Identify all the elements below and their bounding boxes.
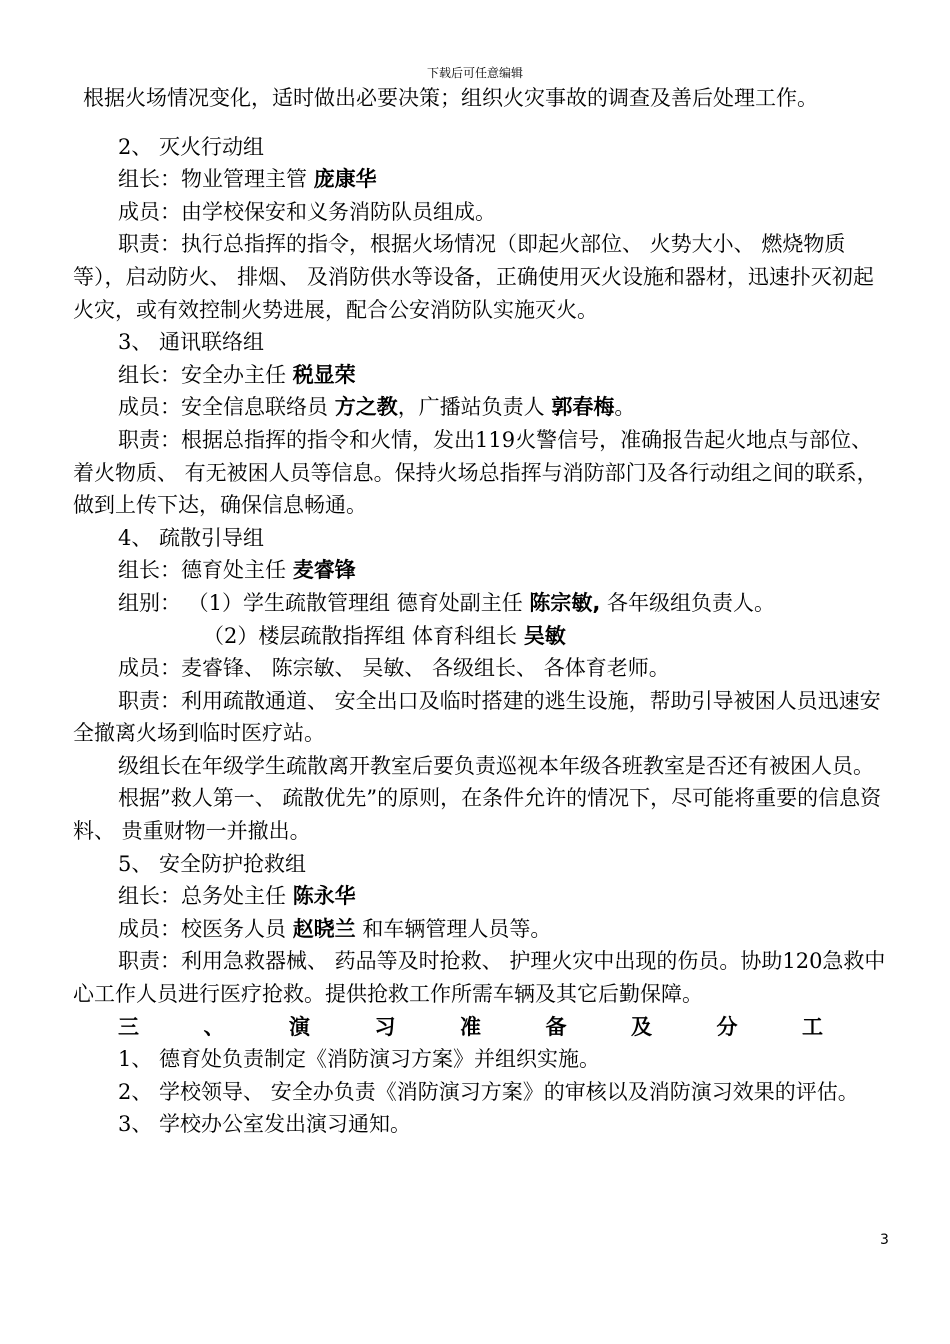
- spacer: [73, 115, 893, 131]
- leader-name: 陈永华: [292, 884, 356, 909]
- heading-char: 、: [203, 1014, 225, 1039]
- member-name: 方之教: [334, 395, 398, 420]
- member-label: 和车辆管理人员等。: [355, 916, 552, 941]
- section-3-duty: 职责：根据总指挥的指令和火情，发出119火警信号，准确报告起火地点与部位、 着火物质、 有无被困人员等信息。保持火场总指挥与消防部门及各行动组之间的联系，做到上传下达，确保信息畅通。: [73, 427, 878, 518]
- member-label: 成员：安全信息联络员: [118, 395, 335, 420]
- member-name: 赵晓兰: [292, 916, 356, 941]
- section-4-title: 4、 疏散引导组: [118, 525, 265, 550]
- section-4-members: 成员：麦睿锋、 陈宗敏、 吴敏、 各级组长、 各体育老师。: [118, 656, 670, 681]
- section-4-note-1: 级组长在年级学生疏散离开教室后要负责巡视本年级各班教室是否还有被困人员。: [118, 753, 874, 778]
- section-4-note-2: 根据”救人第一、 疏散优先”的原则，在条件允许的情况下，尽可能将重要的信息资料、 贵重财物一并撤出。: [73, 786, 882, 844]
- section-4-duty: 职责：利用疏散通道、 安全出口及临时搭建的逃生设施，帮助引导被困人员迅速安全撤离火场到临时医疗站。: [73, 688, 881, 746]
- leader-label: 组长：总务处主任: [118, 884, 293, 909]
- section-3-leader: [73, 359, 893, 392]
- leader-name: 庞康华: [313, 167, 377, 192]
- heading-char: 及: [631, 1014, 652, 1039]
- leader-name: 麦睿锋: [292, 558, 356, 583]
- section-2-members: 成员：由学校保安和义务消防队员组成。: [118, 199, 496, 224]
- section-4-leader: [73, 554, 893, 587]
- heading-char: 准: [460, 1014, 481, 1039]
- heading-char: 分: [716, 1014, 738, 1039]
- section-5-members: [73, 913, 893, 946]
- section-2-duty: 职责：执行总指挥的指令，根据火场情况（即起火部位、 火势大小、 燃烧物质等），启动防火、 排烟、 及消防供水等设备，正确使用灭火设施和器材，迅速扑灭初起火灾，或有效控制火势进展，配合公安消防队实施灭火。: [73, 232, 874, 322]
- prep-item-3: 3、 学校办公室发出演习通知。: [118, 1112, 412, 1137]
- document-body: [73, 82, 893, 1141]
- section-2-leader: [73, 163, 893, 196]
- leader-label: 组长：物业管理主管: [118, 167, 314, 192]
- heading-char: 三: [118, 1014, 139, 1039]
- group-label: （2）楼层疏散指挥组 体育科组长: [203, 623, 524, 648]
- page-header: 下载后可任意编辑: [426, 66, 523, 80]
- heading-char: 习: [374, 1014, 396, 1039]
- leader-label: 组长：安全办主任: [118, 362, 293, 387]
- member-label: 成员：校医务人员: [118, 916, 293, 941]
- section-2-title: 2、 灭火行动组: [118, 134, 265, 159]
- prep-item-2: 2、 学校领导、 安全办负责《消防演习方案》的审核以及消防演习效果的评估。: [118, 1079, 859, 1104]
- section-5-title: 5、 安全防护抢救组: [118, 851, 307, 876]
- member-label: ，广播站负责人: [397, 395, 552, 420]
- punctuation: 。: [614, 395, 636, 420]
- section-3-title: 3、 通讯联络组: [118, 330, 265, 355]
- section-5-duty: 职责：利用急救器械、 药品等及时抢救、 护理火灾中出现的伤员。协助120急救中心工作人员进行医疗抢救。提供抢救工作所需车辆及其它后勤保障。: [73, 949, 886, 1007]
- section-4-group-2: [73, 620, 893, 653]
- prep-item-1: 1、 德育处负责制定《消防演习方案》并组织实施。: [118, 1047, 601, 1072]
- heading-char: 演: [289, 1014, 310, 1039]
- group-label: 组别： （1）学生疏散管理组 德育处副主任: [118, 590, 530, 615]
- leader-label: 组长：德育处主任: [118, 558, 293, 583]
- section-3-members: [73, 391, 893, 424]
- leader-name: 税显荣: [292, 362, 356, 387]
- heading-char: 工: [802, 1014, 823, 1039]
- member-name: 郭春梅: [551, 395, 615, 420]
- paragraph-intro: 根据火场情况变化，适时做出必要决策；组织火灾事故的调查及善后处理工作。: [83, 86, 818, 110]
- group-leader-name: 吴敏: [523, 623, 566, 648]
- section-5-leader: [73, 880, 893, 913]
- page-number: 3: [880, 1232, 889, 1248]
- section-three-heading: [73, 1011, 893, 1044]
- group-leader-name: 陈宗敏,: [529, 590, 601, 615]
- heading-char: 备: [545, 1014, 567, 1039]
- group-label: 各年级组负责人。: [600, 590, 776, 615]
- section-4-group-1: [73, 587, 893, 620]
